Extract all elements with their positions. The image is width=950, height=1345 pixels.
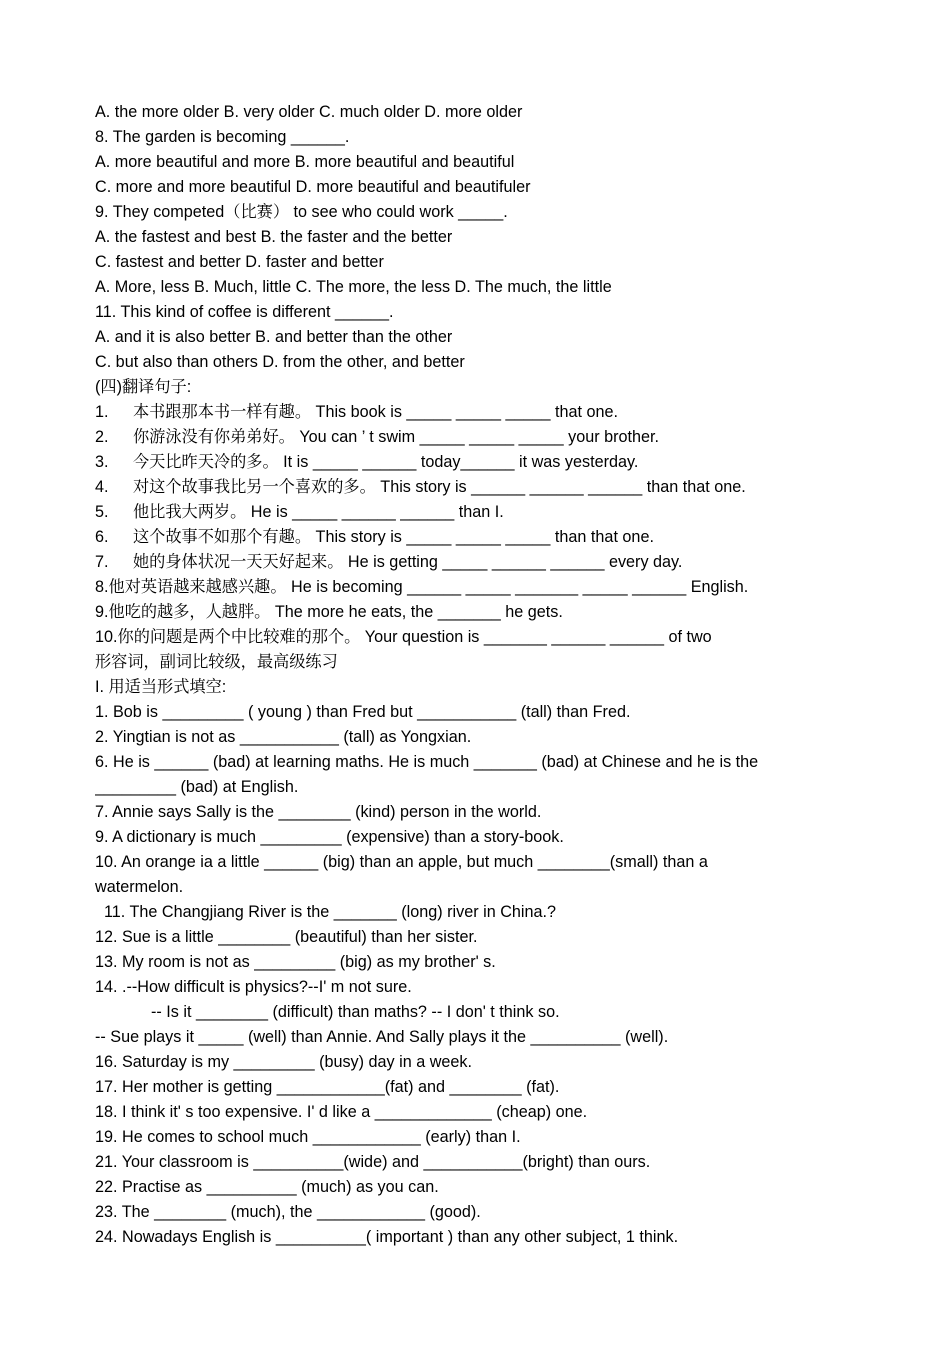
exercise-line: 18. I think it' s too expensive. I' d like a _____________ (cheap) one. [95, 1103, 588, 1121]
item-number: 7. [95, 553, 109, 571]
item-number: 2. [95, 428, 109, 446]
exercise-line: 23. The ________ (much), the ____________ (good). [95, 1203, 481, 1221]
exercise-line: -- Is it ________ (difficult) than maths? -- I don' t think so. [151, 1003, 560, 1021]
exercise-line: 17. Her mother is getting ____________(fat) and ________ (fat). [95, 1078, 560, 1096]
section-heading: I. 用适当形式填空: [95, 678, 227, 696]
item-number: 3. [95, 453, 109, 471]
item-text: 他比我大两岁。 He is _____ ______ ______ than I. [133, 503, 504, 521]
text-line: C. fastest and better D. faster and better [95, 253, 384, 271]
item-text: 这个故事不如那个有趣。 This story is _____ _____ _____ than that one. [133, 528, 654, 546]
exercise-line: 1. Bob is _________ ( young ) than Fred but ___________ (tall) than Fred. [95, 703, 631, 721]
exercise-line: 12. Sue is a little ________ (beautiful) than her sister. [95, 928, 478, 946]
exercise-line: _________ (bad) at English. [95, 778, 299, 796]
document-body [95, 101, 875, 1251]
text-line: A. the fastest and best B. the faster and the better [95, 228, 453, 246]
section-title: 形容词，副词比较级，最高级练习 [95, 653, 338, 671]
exercise-line: 16. Saturday is my _________ (busy) day in a week. [95, 1053, 473, 1071]
translation-item [95, 476, 875, 501]
exercise-line: 9. A dictionary is much _________ (expensive) than a story-book. [95, 828, 564, 846]
text-line: A. More, less B. Much, little C. The more, the less D. The much, the little [95, 278, 612, 296]
translation-item [95, 426, 875, 451]
exercise-line: 2. Yingtian is not as ___________ (tall) as Yongxian. [95, 728, 472, 746]
translation-item [95, 401, 875, 426]
item-text: 她的身体状况一天天好起来。 He is getting _____ ______ ______ every day. [133, 553, 683, 571]
translation-item [95, 501, 875, 526]
exercise-line: 24. Nowadays English is __________( important ) than any other subject, 1 think. [95, 1228, 679, 1246]
exercise-line: 7. Annie says Sally is the ________ (kind) person in the world. [95, 803, 542, 821]
text-line: 9.他吃的越多，人越胖。 The more he eats, the _______ he gets. [95, 603, 563, 621]
exercise-line: -- Sue plays it _____ (well) than Annie. And Sally plays it the __________ (well). [95, 1028, 669, 1046]
item-number: 5. [95, 503, 109, 521]
section-heading: (四)翻译句子: [95, 378, 192, 396]
exercise-line: 10. An orange ia a little ______ (big) than an apple, but much ________(small) than a [95, 853, 708, 871]
text-line: C. more and more beautiful D. more beautiful and beautifuler [95, 178, 531, 196]
exercise-line: watermelon. [95, 878, 184, 896]
text-line: 8.他对英语越来越感兴趣。 He is becoming ______ _____ _______ _____ ______ English. [95, 578, 749, 596]
item-text: 你游泳没有你弟弟好。 You can ’ t swim _____ _____ _____ your brother. [133, 428, 660, 446]
text-line: 8. The garden is becoming ______. [95, 128, 350, 146]
item-text: 本书跟那本书一样有趣。 This book is _____ _____ _____ that one. [133, 403, 618, 421]
text-line: 11. This kind of coffee is different ______. [95, 303, 394, 321]
exercise-line: 11. The Changjiang River is the _______ (long) river in China.? [104, 903, 557, 921]
translation-item [95, 451, 875, 476]
exercise-line: 6. He is ______ (bad) at learning maths. He is much _______ (bad) at Chinese and he is the [95, 753, 759, 771]
exercise-line: 21. Your classroom is __________(wide) and ___________(bright) than ours. [95, 1153, 651, 1171]
exercise-line: 13. My room is not as _________ (big) as my brother' s. [95, 953, 496, 971]
item-number: 6. [95, 528, 109, 546]
translation-item [95, 551, 875, 576]
text-line: C. but also than others D. from the other, and better [95, 353, 465, 371]
text-line: 10.你的问题是两个中比较难的那个。 Your question is _______ ______ ______ of two [95, 628, 712, 646]
item-text: 对这个故事我比另一个喜欢的多。 This story is ______ ______ ______ than that one. [133, 478, 746, 496]
text-line: A. and it is also better B. and better than the other [95, 328, 453, 346]
text-line: A. the more older B. very older C. much older D. more older [95, 103, 523, 121]
exercise-line: 22. Practise as __________ (much) as you can. [95, 1178, 439, 1196]
item-number: 1. [95, 403, 109, 421]
translation-item [95, 526, 875, 551]
text-line: A. more beautiful and more B. more beautiful and beautiful [95, 153, 515, 171]
exercise-line: 14. .--How difficult is physics?--I' m not sure. [95, 978, 412, 996]
item-number: 4. [95, 478, 109, 496]
item-text: 今天比昨天冷的多。 It is _____ ______ today______ it was yesterday. [133, 453, 639, 471]
exercise-line: 19. He comes to school much ____________ (early) than I. [95, 1128, 521, 1146]
text-line: 9. They competed（比赛） to see who could work _____. [95, 203, 508, 221]
